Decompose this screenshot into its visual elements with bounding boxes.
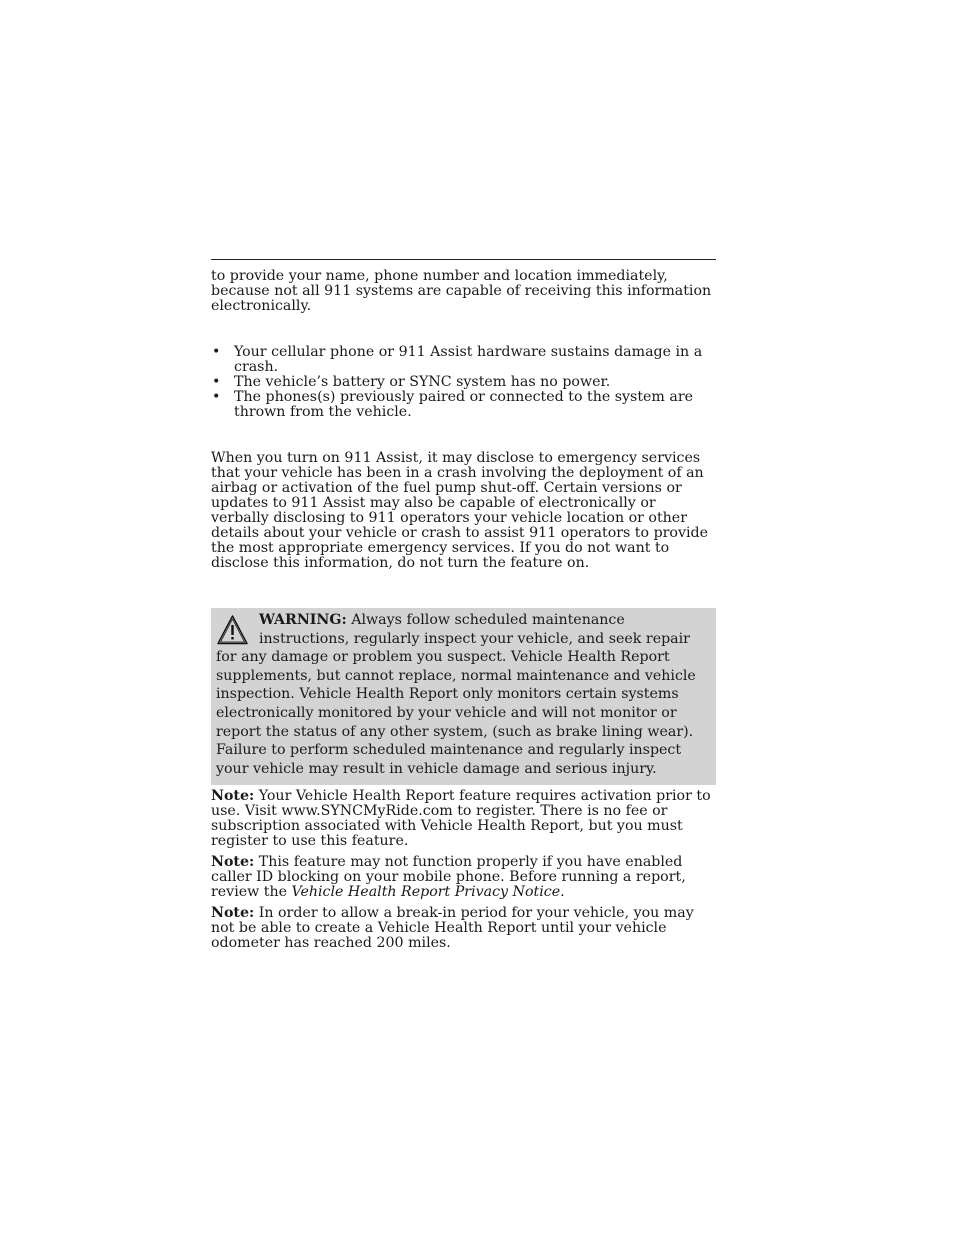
- top-rule: [211, 259, 716, 260]
- note-label: Note:: [211, 788, 255, 805]
- warning-label: WARNING:: [259, 612, 347, 628]
- note-paragraph: [211, 789, 716, 849]
- warning-text: Always follow scheduled maintenance instructions, regularly inspect your vehicle, and seek repair for any damage or problem you suspect. Vehicle Health Report supplements, but cannot replace, normal maintenance and vehicle inspection. Vehicle Health Report only monitors certain systems electronically monitored by your vehicle and will not monitor or report the status of any other system, (such as brake lining wear). Failure to perform scheduled maintenance and regularly inspect your vehicle may result in vehicle damage and serious injury.: [216, 612, 696, 777]
- note-text: Your Vehicle Health Report feature requires activation prior to use. Visit www.SYNCMyRide.com to register. There is no fee or subscription associated with Vehicle Health Report, but you must register to use this feature.: [211, 788, 711, 850]
- note-label: Note:: [211, 905, 255, 922]
- note-paragraph: [211, 906, 716, 951]
- note-text: This feature may not function properly if you have enabled caller ID blocking on your mobile phone. Before running a report, review the: [211, 854, 686, 901]
- list-item: [211, 375, 716, 390]
- disclosure-paragraph: When you turn on 911 Assist, it may disclose to emergency services that your vehicle has been in a crash involving the deployment of an airbag or activation of the fuel pump shut-off. Certain versions or updates to 911 Assist may also be capable of electronically or verbally disclosing to 911 operators your vehicle location or other details about your vehicle or crash to assist 911 operators to provide the most appropriate emergency services. If you do not want to disclose this information, do not turn the feature on.: [211, 450, 708, 571]
- bullet-icon: •: [212, 344, 221, 360]
- intro-paragraph: to provide your name, phone number and location immediately, because not all 911 systems are capable of receiving this information electronically.: [211, 268, 712, 314]
- warning-box: [211, 608, 716, 785]
- privacy-notice-reference: Vehicle Health Report Privacy Notice.: [291, 884, 565, 901]
- list-item-text: Your cellular phone or 911 Assist hardware sustains damage in a crash.: [234, 344, 703, 375]
- note-text: In order to allow a break-in period for your vehicle, you may not be able to create a Vehicle Health Report until your vehicle odometer has reached 200 miles.: [211, 905, 694, 952]
- bullet-list: [211, 345, 716, 420]
- note-paragraph: [211, 855, 716, 900]
- list-item: [211, 390, 716, 420]
- bullet-icon: •: [212, 374, 221, 390]
- list-item-text: The phones(s) previously paired or connected to the system are thrown from the vehicle.: [234, 389, 694, 420]
- list-item-text: The vehicle’s battery or SYNC system has no power.: [234, 374, 611, 390]
- warning-triangle-icon: [216, 614, 249, 646]
- page-content: [211, 259, 716, 951]
- list-item: [211, 345, 716, 375]
- bullet-icon: •: [212, 389, 221, 405]
- note-label: Note:: [211, 854, 255, 871]
